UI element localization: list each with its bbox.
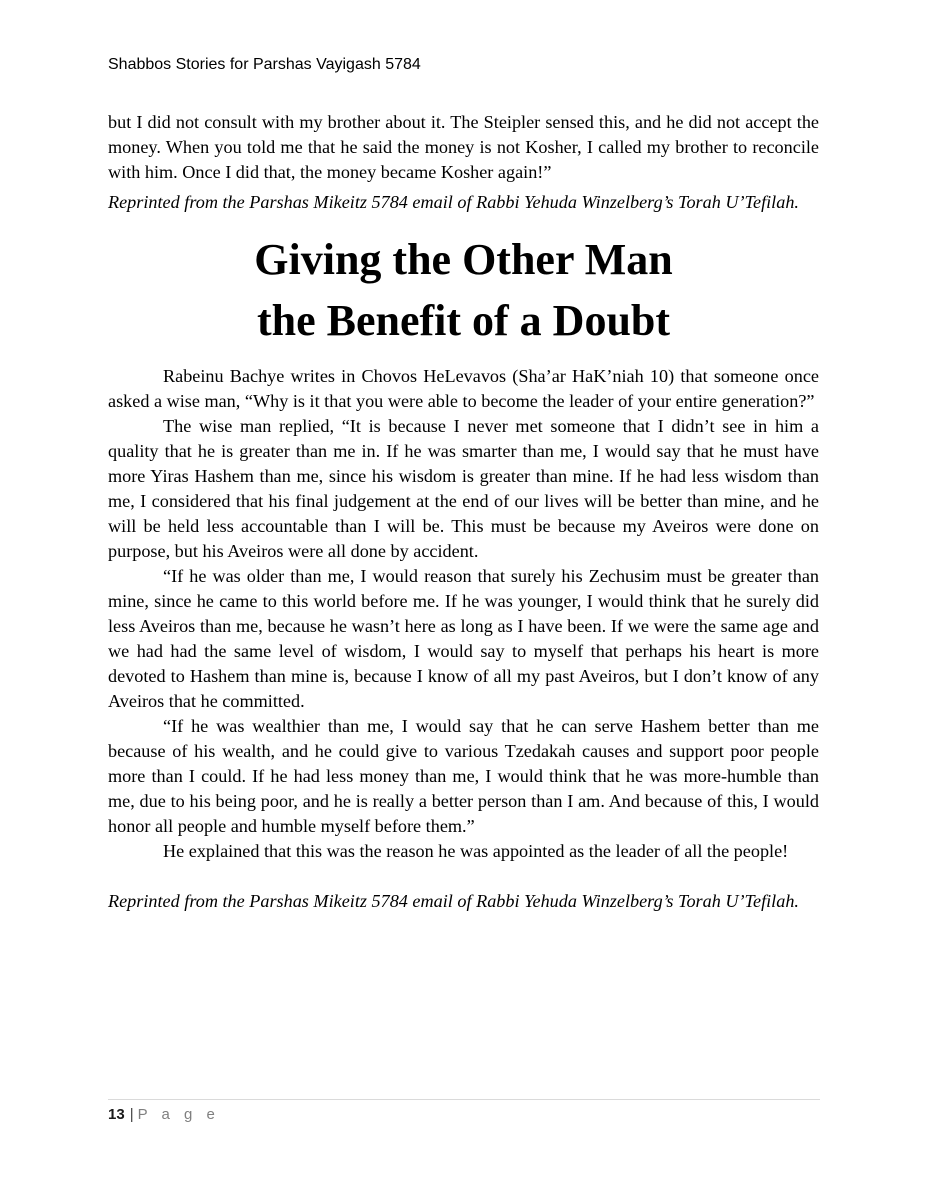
closing-reprint-note: Reprinted from the Parshas Mikeitz 5784 email of Rabbi Yehuda Winzelberg’s Torah U’Tefilah. — [108, 891, 799, 911]
story-title-line-1: Giving the Other Man — [254, 235, 673, 284]
page-footer — [108, 1106, 220, 1124]
story-title-line-2: the Benefit of a Doubt — [256, 296, 671, 345]
footer-page-label: P a g e — [137, 1106, 220, 1123]
document-body — [108, 110, 819, 914]
running-header: Shabbos Stories for Parshas Vayigash 5784 — [108, 56, 421, 73]
story-title — [108, 229, 819, 351]
story-paragraph: “If he was older than me, I would reason that surely his Zechusim must be greater than mine, since he came to this world before me. If he was younger, I would think that he surely did less Aveiros than me, because he wasn’t here as long as I have been. If we were the same age and we had had the same level of wisdom, I would say to myself that perhaps his heart is more devoted to Hashem than mine is, because I know of all my past Aveiros, but I don’t know of any Aveiros that he committed. — [108, 566, 819, 711]
story-paragraph: “If he was wealthier than me, I would say that he can serve Hashem better than me because of his wealth, and he could give to various Tzedakah causes and support poor people more than I could. If he had less money than me, I would think that he was more-humble than me, due to his being poor, and he is really a better person than I am. And because of this, I would honor all people and humble myself before them.” — [108, 716, 819, 836]
continuation-paragraph: but I did not consult with my brother about it. The Steipler sensed this, and he did not accept the money. When you told me that he said the money is not Kosher, I called my brother to reconcile with him. Once I did that, the money became Kosher again!” — [108, 112, 819, 182]
footer-separator: | — [129, 1106, 134, 1123]
reprint-note: Reprinted from the Parshas Mikeitz 5784 email of Rabbi Yehuda Winzelberg’s Torah U’Tefilah. — [108, 192, 799, 212]
footer-divider — [108, 1099, 820, 1100]
story-paragraph: The wise man replied, “It is because I never met someone that I didn’t see in him a quality that he is greater than me in. If he was smarter than me, I would say that he must have more Yiras Hashem than me, since his wisdom is greater than mine. If he had less wisdom than me, I considered that his final judgement at the end of our lives will be better than mine, and he will be held less accountable than I will be. This must be because my Aveiros were done on purpose, but his Aveiros were all done by accident. — [108, 416, 819, 561]
story-paragraph: Rabeinu Bachye writes in Chovos HeLevavos (Sha’ar HaK’niah 10) that someone once asked a wise man, “Why is it that you were able to become the leader of your entire generation?” — [108, 366, 819, 411]
story-paragraph: He explained that this was the reason he was appointed as the leader of all the people! — [163, 841, 789, 861]
page-number: 13 — [108, 1106, 125, 1123]
